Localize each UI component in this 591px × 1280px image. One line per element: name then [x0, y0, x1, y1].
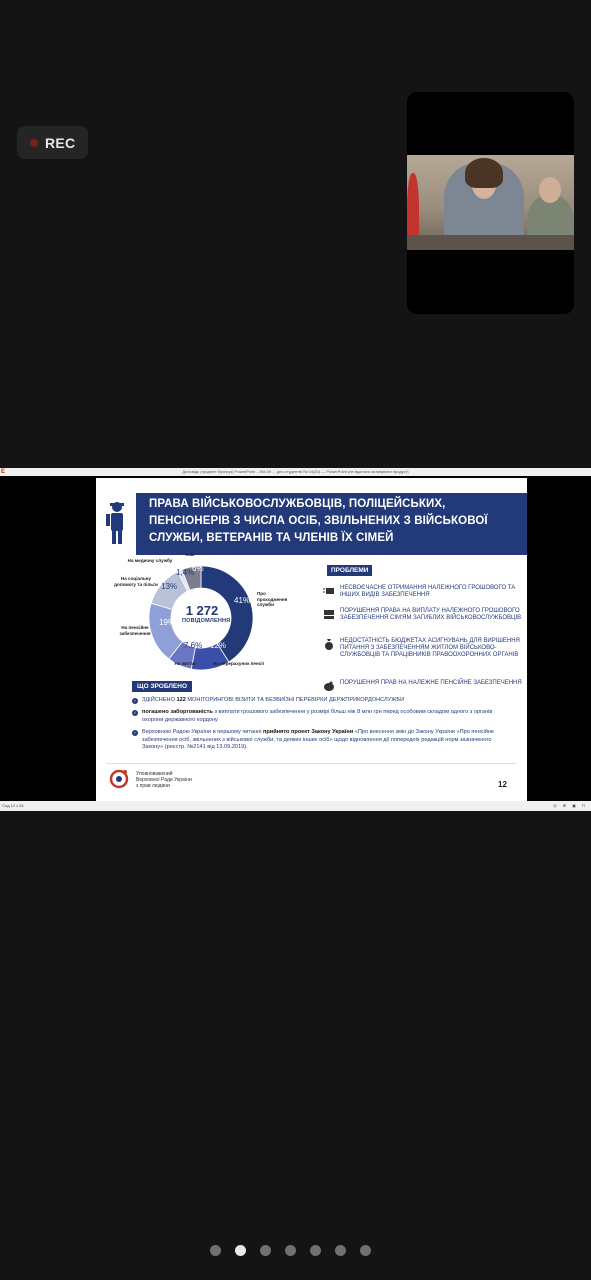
money-bag-icon [323, 638, 335, 650]
problem-item [323, 608, 523, 622]
powerpoint-titlebar [0, 468, 591, 476]
label-housing: На житло [174, 661, 196, 666]
pct-service: 41% [234, 596, 251, 605]
problem-item [323, 638, 523, 659]
powerpoint-title: Доповідь (градієнт Кучерук) PowerPoint - 298.09 ... для студентів № 04(20) — PowerPoint (не вдалося активувати продукт) [182, 469, 409, 474]
reading-view-icon[interactable]: ▣ [572, 803, 576, 808]
slide-title: ПРАВА ВІЙСЬКОВОСЛУЖБОВЦІВ, ПОЛІЦЕЙСЬКИХ, ПЕНСІОНЕРІВ З ЧИСЛА ОСІБ, ЗВІЛЬНЕНИХ З ВІЙСЬКОВОЇ СЛУЖБИ, ВЕТЕРАНІВ ТА ЧЛЕНІВ ЇХ СІМЕЙ [149, 498, 488, 544]
record-dot-icon [30, 139, 38, 147]
rec-label: REC [45, 134, 76, 151]
cash-icon [323, 608, 335, 620]
grid-view-icon[interactable]: ⊞ [562, 803, 567, 808]
page-dot[interactable] [285, 1245, 296, 1256]
label-pension-recalc: На перерахунок пенсії [213, 661, 264, 666]
chart-center-label: ПОВІДОМЛЕННЯ [182, 618, 231, 624]
powerpoint-status-bar [0, 801, 591, 811]
rec-indicator [17, 126, 88, 159]
done-text: погашено заборгованість з виплати грошового забезпечення у розмірі більш ніж 8 млн грн перед особовим складом одного з органів охорони державного кордону [142, 709, 493, 723]
label-social: На соціальну допомогу та пільги [114, 576, 158, 587]
slide-counter: Слд 12 з 34 [2, 803, 24, 808]
label-medical: На медичну службу [127, 558, 173, 563]
done-item [132, 697, 512, 705]
done-item [132, 709, 512, 724]
label-other: Інші [185, 552, 195, 557]
soldier-icon [106, 500, 128, 544]
slideshow-icon[interactable]: ⊓ [581, 803, 585, 808]
label-service: Про проходження служби [257, 591, 288, 607]
done-text: ЗДІЙСНЕНО 122 МОНІТОРИНГОВІ ВІЗИТИ ТА БЕЗВИЇЗНІ ПЕРЕВІРКИ ДЕРЖПРИКОРДОНСЛУЖБИ [142, 697, 405, 703]
done-item [132, 729, 512, 752]
chart-center-number: 1 272 [185, 603, 219, 618]
presentation-slide [96, 478, 527, 801]
ombudsman-logo-icon [109, 769, 129, 789]
footer-divider [106, 763, 516, 764]
page-dot[interactable] [260, 1245, 271, 1256]
done-header: ЩО ЗРОБЛЕНО [132, 681, 192, 692]
check-icon: ✓ [133, 730, 137, 735]
view-buttons[interactable] [553, 801, 585, 811]
hair-center [465, 158, 503, 188]
problem-item [323, 585, 523, 599]
money-fast-icon [323, 585, 335, 597]
pct-pension: 19% [159, 618, 176, 627]
piggy-bank-icon [323, 680, 335, 692]
pct-social: 13% [161, 582, 178, 591]
problem-text: ПОРУШЕННЯ ПРАВА НА ВИПЛАТУ НАЛЕЖНОГО ГРОШОВОГО ЗАБЕЗПЕЧЕННЯ СІМ'ЯМ ЗАГИБЛИХ ВІЙСЬКОВОСЛУЖБОВЦІВ [340, 608, 522, 621]
participant-video-tile[interactable] [407, 92, 574, 314]
page-indicator[interactable] [210, 1245, 371, 1256]
page-dot[interactable] [235, 1245, 246, 1256]
check-icon: ✓ [133, 698, 137, 703]
page-dot[interactable] [360, 1245, 371, 1256]
problem-text: НЕСВОЄЧАСНЕ ОТРИМАННЯ НАЛЕЖНОГО ГРОШОВОГО ТА ІНШИХ ВИДІВ ЗАБЕЗПЕЧЕННЯ [340, 585, 516, 598]
shared-screen[interactable] [0, 468, 591, 811]
problem-text: НЕДОСТАТНІСТЬ БЮДЖЕТАХ АСИГНУВАНЬ ДЛЯ ВИРІШЕННЯ ПИТАННЯ З ЗАБЕЗПЕЧЕННЯМ ЖИТЛОМ ВІЙСЬКОВО- СЛУЖБОВЦІВ ТА ПРАЦІВНИКІВ ПРАВООХОРОННИХ ОРГАНІВ [340, 638, 520, 658]
footer-org: Уповноважений Верховної Ради України з прав людини [136, 771, 192, 789]
problem-text: ПОРУШЕННЯ ПРАВ НА НАЛЕЖНЕ ПЕНСІЙНЕ ЗАБЕЗПЕЧЕННЯ [340, 680, 522, 686]
titlebar-corner-label: E [1, 469, 6, 475]
pct-housing: 7,6% [184, 641, 203, 650]
problems-header: ПРОБЛЕМИ [327, 565, 372, 576]
pct-other: 6% [192, 564, 204, 573]
page-dot[interactable] [210, 1245, 221, 1256]
label-pension: На пенсійне забезпечення [119, 625, 151, 636]
problem-item [323, 680, 523, 692]
check-icon: ✓ [133, 710, 137, 715]
slide-page-number: 12 [498, 780, 507, 789]
face-right [539, 177, 561, 203]
done-text: Верховною Радою України в першому читанні прийнято проект Закону України «Про внесення змін до Закону України «Про пенсійне забезпечення осіб, звільнених з військової служби, та деяких інших осіб» щодо відновлення дії попередніх редакцій норм зазначеного Закону» (реєстр. №2141 від 13.09.2019). [142, 729, 495, 750]
pct-medical: 1,4% [176, 568, 195, 577]
table [407, 235, 574, 250]
page-dot[interactable] [335, 1245, 346, 1256]
participant-video [407, 155, 574, 250]
normal-view-icon[interactable]: ◎ [553, 803, 557, 808]
page-dot[interactable] [310, 1245, 321, 1256]
pct-pension-recalc: 12% [210, 641, 227, 650]
